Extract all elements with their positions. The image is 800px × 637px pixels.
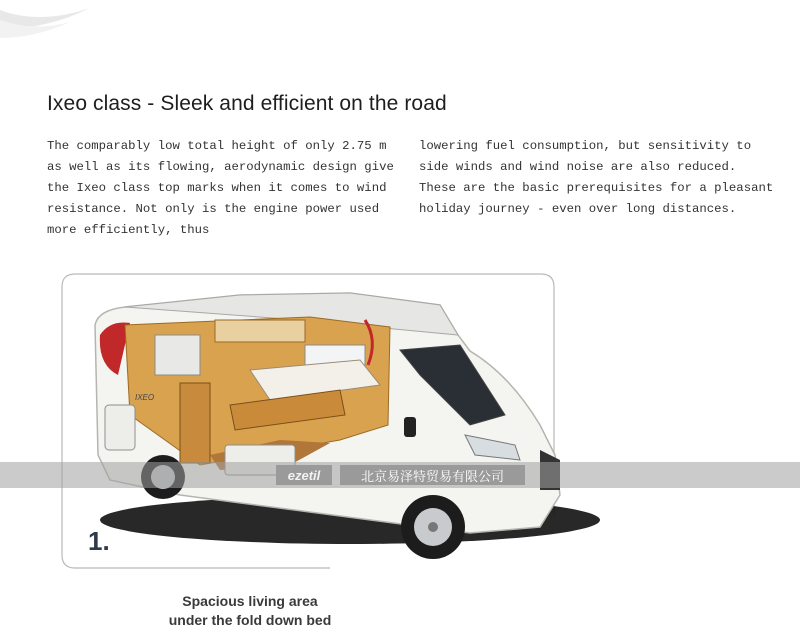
vehicle-badge: IXEO bbox=[135, 393, 155, 402]
caption-line-1: Spacious living area bbox=[182, 593, 318, 609]
motorhome-cutaway-illustration bbox=[0, 265, 800, 585]
page-title: Ixeo class - Sleek and efficient on the road bbox=[47, 92, 447, 115]
watermark-company: 北京易泽特贸易有限公司 bbox=[340, 465, 525, 485]
caption-line-2: under the fold down bed bbox=[168, 612, 332, 628]
watermark-brand: ezetil bbox=[276, 465, 332, 485]
illustration-caption bbox=[130, 592, 370, 630]
description-paragraph-left: The comparably low total height of only 2.75 m as well as its flowing, aerodynamic design give the Ixeo class top marks when it comes to wind resistance. Not only is the engine power used more efficiently, thus bbox=[47, 139, 394, 237]
step-number: 1. bbox=[88, 526, 110, 556]
corner-swoosh-decoration bbox=[0, 0, 120, 45]
description-paragraph-right: lowering fuel consumption, but sensitivity to side winds and wind noise are also reduced. These are the basic prerequisites for a pleasant holiday journey - even over long distances. bbox=[419, 139, 774, 216]
